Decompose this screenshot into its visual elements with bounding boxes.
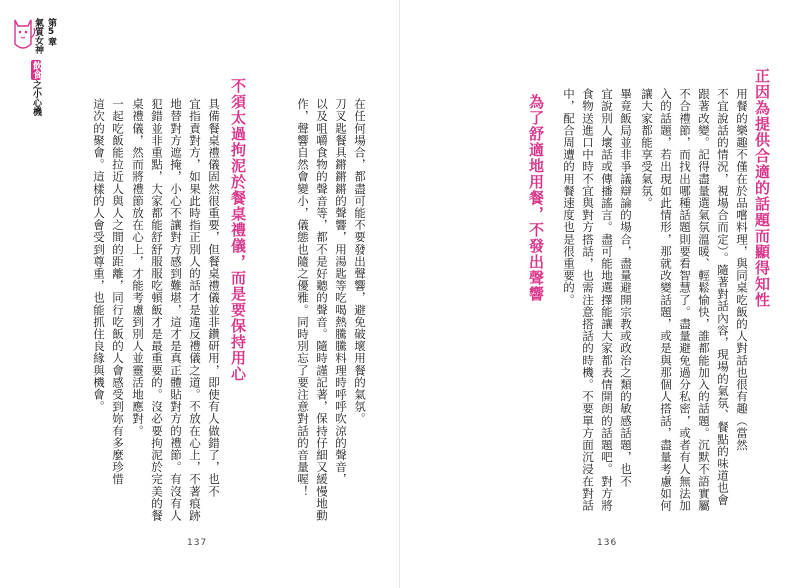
left-section-heading: 不須太過拘泥於餐桌禮儀，而是要保持用心: [229, 78, 247, 382]
paragraph-line: 用餐的樂趣不僅在於品嚐料理，與同桌吃飯的人對話也很有趣（當然: [735, 88, 749, 451]
chapter-subtitle: 之小心機: [31, 80, 41, 116]
paragraph-line: 在任何場合，都盡可能不要發出聲響，避免破壞用餐的氣氛。: [353, 98, 367, 425]
paragraph-line: 跟著改變。記得盡量選氣氛溫暖、輕鬆愉快，誰都能加入的話題。沉默不語實屬: [697, 88, 711, 512]
paragraph-line: 以及咀嚼食物的聲音等，都不是好聽的聲音。隨時謹記著，保持仔細又緩慢地動: [315, 98, 329, 522]
left-para-1: [293, 98, 369, 522]
chapter-subtitle-block: [30, 60, 41, 116]
right-para-2: [559, 88, 635, 512]
paragraph-line: 桌禮儀，然而將禮節放在心上，才能考慮到別人並靈活地應對。: [131, 98, 145, 437]
right-para-1: [637, 88, 751, 512]
paragraph-line: 入的話題，若出現如此情形，那就改變話題，或是與那個人搭話，盡量考慮如何: [659, 88, 673, 512]
paragraph-line: 這次的聚會。這樣的人會受到尊重，也能抓住良緣與機會。: [92, 98, 106, 413]
left-page: [0, 0, 399, 588]
paragraph-line: 讓大家都能享受氣氛。: [640, 88, 654, 209]
paragraph-line: 一起吃飯能拉近人與人之間的距離，同行吃飯的人會感受到妳有多麼珍惜: [111, 98, 125, 486]
chapter-title: 氣質女神: [33, 18, 43, 54]
page-number: 136: [597, 538, 618, 548]
chapter-label: 第5章: [46, 18, 56, 46]
paragraph-line: 不宜說話的情況，視場合而定）。隨著對話內容，現場的氣氛、餐點的味道也會: [716, 88, 730, 506]
right-section-heading-2: 為了舒適地用餐，不發出聲響: [527, 94, 545, 302]
right-page: [400, 0, 799, 588]
paragraph-line: 宜說別人壞話或傳播謠言。盡可能地選擇能讓大家都表情開朗的話題吧。對方將: [600, 88, 614, 512]
left-para-3: [89, 98, 127, 485]
paragraph-line: 不合禮節，而找出哪種話題則要看智慧了。盡量避免過分私密，或者有人無法加: [678, 88, 692, 512]
paragraph-line: 地替對方遮掩，小心不讓對方感到難堪，這才是真正體貼對方的禮節。有沒有人: [169, 98, 183, 522]
left-para-2: [128, 98, 223, 522]
paragraph-line: 具備餐桌禮儀固然很重要，但餐桌禮儀並非鑽研用，即使有人做錯了，也不: [207, 98, 221, 498]
paragraph-line: 中，配合周遭的用餐速度也是很重要的。: [562, 88, 576, 306]
paragraph-line: 犯錯並非重點，大家都能舒舒服服吃頓飯才是最重要的。沒必要拘泥於完美的餐: [150, 98, 164, 522]
paragraph-line: 畢竟飯局並非爭議辯論的場合，盡量避開宗教或政治之類的敏感話題，也不: [619, 88, 633, 488]
chapter-badge: 飲食: [31, 61, 41, 79]
paragraph-line: 作，聲響自然會變小，儀態也隨之優雅。同時別忘了要注意對話的音量喔！: [296, 98, 310, 498]
paragraph-line: 刀叉匙餐具鏘鏘鏘的聲響，用湯匙等吃喝熱騰騰料理時呼呼吹涼的聲音，: [334, 98, 348, 486]
right-section-heading-1: 正因為提供合適的話題而顯得知性: [753, 68, 771, 308]
page-number: 137: [187, 538, 208, 548]
chapter-ornament: [8, 14, 58, 164]
paragraph-line: 宜指責對方，如果此時指正別人的話才是違反禮儀之道。不放在心上，不著痕跡: [188, 98, 202, 522]
paragraph-line: 食物送進口中時不宜與對方搭話，也需注意搭話的時機。不要單方面沉浸在對話: [581, 88, 595, 512]
